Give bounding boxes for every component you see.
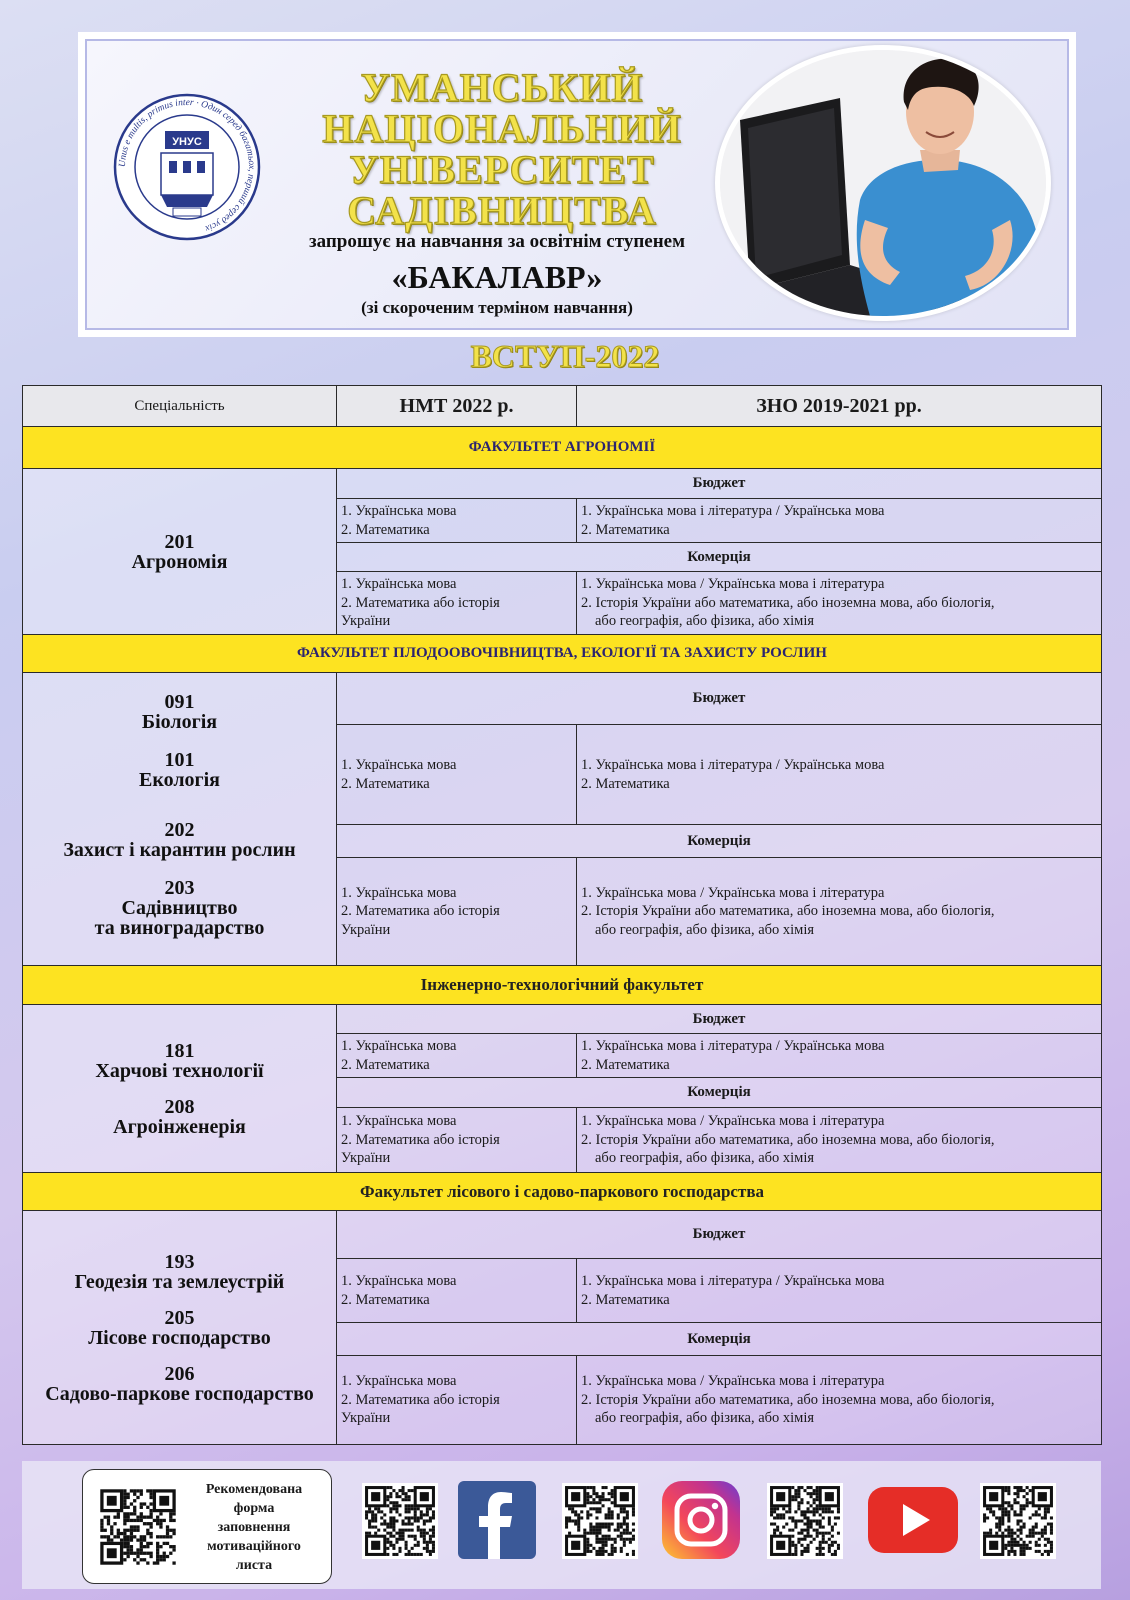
student-laptop-illustration <box>720 50 1046 316</box>
subject-line: 2. Історія України або математика, або іноземна мова, або біологія, <box>581 594 995 611</box>
subject-line: 2. Математика <box>341 1056 430 1073</box>
column-header-zno: ЗНО 2019-2021 рр. <box>577 386 1102 427</box>
faculty-row <box>23 1173 1102 1211</box>
nmt-commerce-subjects <box>337 858 577 966</box>
university-logo <box>111 91 263 243</box>
faculty-name: Інженерно-технологічний факультет <box>23 966 1102 1005</box>
subject-line: України <box>341 1410 391 1427</box>
nmt-budget-subjects <box>337 725 577 825</box>
specialty-name: Садівництво <box>121 897 238 919</box>
faculty-name: ФАКУЛЬТЕТ АГРОНОМІЇ <box>23 427 1102 469</box>
subject-line: 2. Історія України або математика, або іноземна мова, або біологія, <box>581 1391 995 1408</box>
subject-line: 2. Математика <box>581 1056 670 1073</box>
admission-title: ВСТУП-2022 <box>470 338 660 374</box>
table-row <box>23 673 1102 725</box>
faculty-name: ФАКУЛЬТЕТ ПЛОДООВОЧІВНИЦТВА, ЕКОЛОГІЇ ТА ЗАХИСТУ РОСЛИН <box>23 635 1102 673</box>
shortened-note: (зі скороченим терміном навчання) <box>361 298 633 317</box>
specialty-code: 208 <box>164 1095 195 1118</box>
zno-budget-subjects <box>577 725 1102 825</box>
qr-code-icon[interactable] <box>362 1483 438 1559</box>
university-name <box>297 67 707 231</box>
nmt-budget-subjects <box>337 499 577 543</box>
subject-line: 2. Математика або історія <box>341 1131 500 1148</box>
specialty-code: 202 <box>164 819 195 841</box>
specialty-code: 193 <box>164 1250 195 1273</box>
subject-line: 1. Українська мова <box>341 576 457 593</box>
instagram-icon[interactable] <box>662 1481 740 1559</box>
subject-line: 1. Українська мова <box>341 1113 457 1130</box>
table-row <box>23 469 1102 499</box>
nmt-budget-subjects <box>337 1259 577 1323</box>
specialty-cell <box>23 469 337 635</box>
specialty-name: Захист і карантин рослин <box>63 839 296 861</box>
nmt-commerce-subjects <box>337 1108 577 1173</box>
specialty-cell <box>23 1211 337 1445</box>
faculty-row <box>23 966 1102 1005</box>
budget-label: Бюджет <box>337 469 1102 499</box>
specialty-name: Геодезія та землеустрій <box>74 1270 285 1293</box>
specialty-code: 091 <box>164 691 195 713</box>
subject-line: або географія, або фізика, або хімія <box>595 613 815 630</box>
qr-code-icon[interactable] <box>97 1486 179 1568</box>
card-text-line: заповнення <box>217 1520 291 1535</box>
subject-line: 1. Українська мова і література / Українська мова <box>581 1038 885 1054</box>
card-text-line: Рекомендована <box>205 1482 303 1497</box>
subject-line: 1. Українська мова / Українська мова і література <box>581 884 885 901</box>
footer-bar <box>22 1461 1101 1589</box>
specialty-name: Агрономія <box>131 550 228 573</box>
card-text-line: мотиваційного <box>207 1539 301 1554</box>
nmt-commerce-subjects <box>337 572 577 635</box>
subject-line: 2. Математика <box>341 521 430 538</box>
subject-line: 1. Українська мова / Українська мова і література <box>581 1113 885 1130</box>
subject-line: України <box>341 921 391 938</box>
facebook-icon[interactable] <box>458 1481 536 1559</box>
subject-line: 2. Математика або історія <box>341 594 500 611</box>
table-row <box>23 1005 1102 1034</box>
youtube-icon[interactable] <box>868 1487 958 1553</box>
specialty-name: Садово-паркове господарство <box>45 1382 314 1405</box>
zno-budget-subjects <box>577 1259 1102 1323</box>
invite-text: запрошує на навчання за освітнім ступенем <box>308 231 686 252</box>
qr-code-icon[interactable] <box>767 1483 843 1559</box>
commerce-label: Комерція <box>337 543 1102 572</box>
university-name-line: НАЦІОНАЛЬНИЙ <box>322 106 682 151</box>
subject-line: 2. Математика або історія <box>341 903 500 920</box>
specialty-code: 206 <box>164 1362 195 1385</box>
subject-line: 1. Українська мова і література / Українська мова <box>581 1273 885 1289</box>
zno-budget-subjects <box>577 499 1102 543</box>
column-header-specialty: Спеціальність <box>23 386 337 427</box>
specialty-code: 203 <box>164 877 195 899</box>
subject-line: 1. Українська мова <box>341 1373 457 1390</box>
specialty-name: Лісове господарство <box>88 1326 271 1349</box>
motivation-letter-text <box>183 1480 325 1575</box>
motivation-letter-card[interactable] <box>82 1469 332 1584</box>
specialty-name: Екологія <box>138 769 220 791</box>
budget-label: Бюджет <box>337 1211 1102 1259</box>
subject-line: 2. Математика <box>581 521 670 538</box>
subject-line: 2. Математика <box>581 1291 670 1308</box>
specialty-cell <box>23 673 337 966</box>
subject-line: 1. Українська мова <box>341 503 457 519</box>
subject-line: 1. Українська мова / Українська мова і література <box>581 576 885 593</box>
table-row <box>23 1211 1102 1259</box>
specialty-code: 205 <box>164 1306 195 1329</box>
university-name-line: УНІВЕРСИТЕТ <box>349 147 655 192</box>
subject-line: або географія, або фізика, або хімія <box>595 921 815 938</box>
commerce-label: Комерція <box>337 825 1102 858</box>
qr-code-icon[interactable] <box>562 1483 638 1559</box>
subject-line: 1. Українська мова <box>341 1273 457 1289</box>
subject-line: 1. Українська мова і література / Українська мова <box>581 503 885 519</box>
budget-label: Бюджет <box>337 673 1102 725</box>
specialty-code: 201 <box>164 530 195 553</box>
nmt-budget-subjects <box>337 1034 577 1078</box>
subject-line: 1. Українська мова і література / Українська мова <box>581 757 885 773</box>
card-text-line: листа <box>235 1558 273 1573</box>
header-panel <box>78 32 1076 337</box>
zno-commerce-subjects <box>577 1356 1102 1445</box>
subject-line: 2. Історія України або математика, або іноземна мова, або біологія, <box>581 903 995 920</box>
subject-line: або географія, або фізика, або хімія <box>595 1150 815 1167</box>
column-header-nmt: НМТ 2022 р. <box>337 386 577 427</box>
faculty-name: Факультет лісового і садово-паркового господарства <box>23 1173 1102 1211</box>
subject-line: 1. Українська мова <box>341 757 457 773</box>
qr-code-icon[interactable] <box>980 1483 1056 1559</box>
subject-line: України <box>341 1150 391 1167</box>
zno-commerce-subjects <box>577 858 1102 966</box>
student-photo <box>715 45 1051 321</box>
budget-label: Бюджет <box>337 1005 1102 1034</box>
header-inner <box>85 39 1069 330</box>
specialty-cell <box>23 1005 337 1173</box>
faculty-row <box>23 427 1102 469</box>
subject-line: 1. Українська мова <box>341 884 457 901</box>
specialty-name: Біологія <box>141 711 218 733</box>
nmt-commerce-subjects <box>337 1356 577 1445</box>
zno-commerce-subjects <box>577 572 1102 635</box>
degree-title: «БАКАЛАВР» <box>391 259 603 295</box>
subject-line: України <box>341 613 391 630</box>
logo-acronym: УНУС <box>172 136 202 148</box>
university-name-line: САДІВНИЦТВА <box>347 188 657 233</box>
admission-table <box>22 385 1102 1445</box>
zno-commerce-subjects <box>577 1108 1102 1173</box>
specialty-name-line2: та виноградарство <box>94 917 265 939</box>
subject-line: 2. Математика <box>341 775 430 792</box>
subject-line: або географія, або фізика, або хімія <box>595 1410 815 1427</box>
specialty-name: Харчові технології <box>95 1059 264 1082</box>
logo-ring-text: Unus e multis, primus inter · Один серед багатьох, перший серед усіх <box>117 97 257 234</box>
table-header-row <box>23 386 1102 427</box>
commerce-label: Комерція <box>337 1078 1102 1108</box>
subject-line: 2. Математика або історія <box>341 1391 500 1408</box>
specialty-code: 101 <box>164 749 195 771</box>
subject-line: 2. Математика <box>581 775 670 792</box>
subject-line: 2. Історія України або математика, або іноземна мова, або біологія, <box>581 1131 995 1148</box>
subject-line: 2. Математика <box>341 1291 430 1308</box>
university-name-line: УМАНСЬКИЙ <box>360 65 644 110</box>
faculty-row <box>23 635 1102 673</box>
subject-line: 1. Українська мова / Українська мова і література <box>581 1373 885 1390</box>
zno-budget-subjects <box>577 1034 1102 1078</box>
subject-line: 1. Українська мова <box>341 1038 457 1054</box>
specialty-name: Агроінженерія <box>113 1115 246 1138</box>
specialty-code: 181 <box>164 1039 195 1062</box>
commerce-label: Комерція <box>337 1323 1102 1356</box>
card-text-line: форма <box>233 1501 275 1516</box>
